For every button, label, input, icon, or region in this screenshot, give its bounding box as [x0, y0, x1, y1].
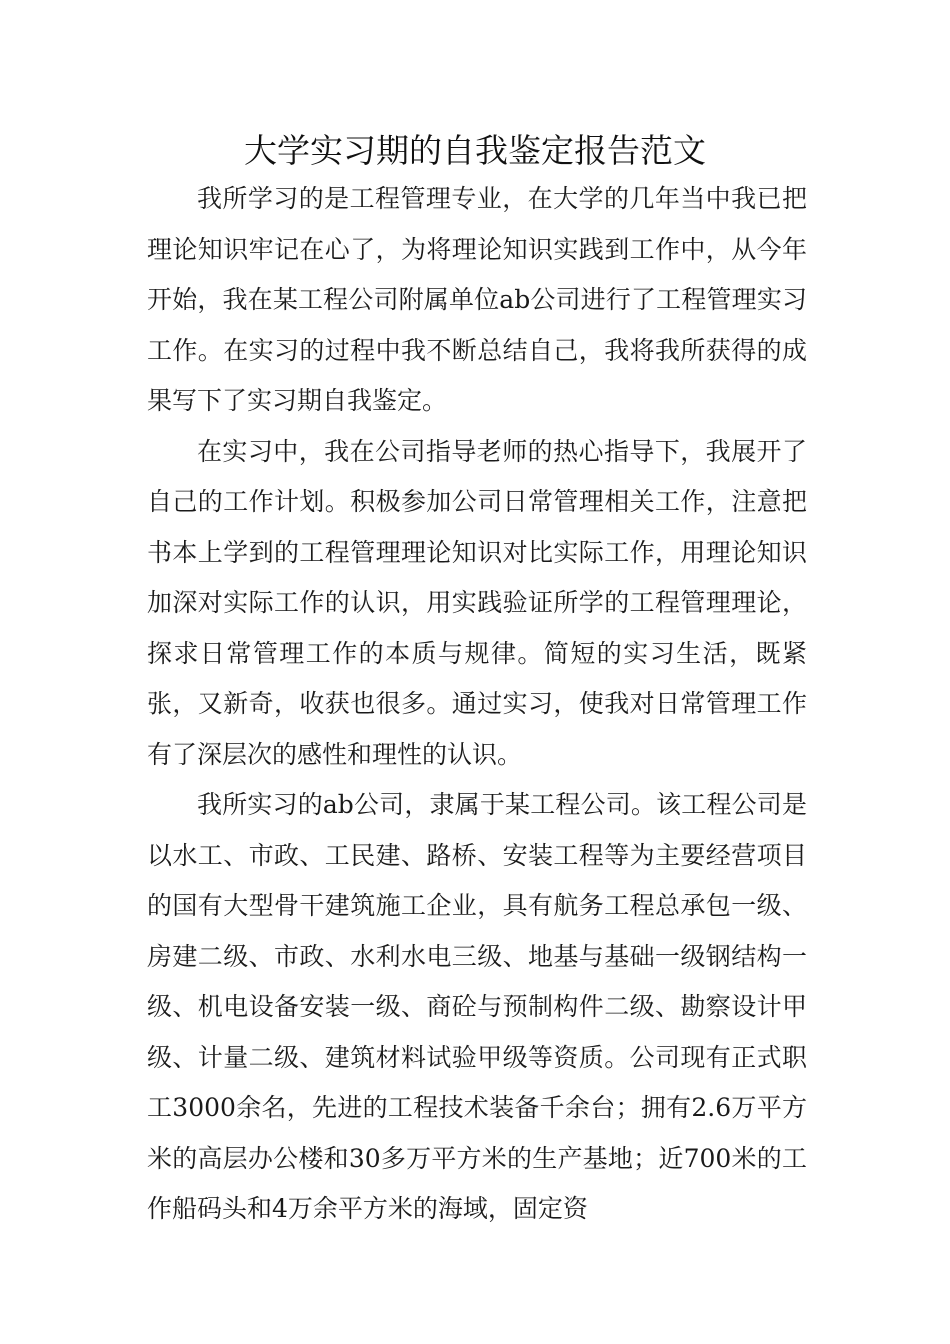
- paragraph-intro: 我所学习的是工程管理专业，在大学的几年当中我已把理论知识牢记在心了，为将理论知识实践到工作中，从今年开始，我在某工程公司附属单位ab公司进行了工程管理实习工作。在实习的过程中我不断总结自己，我将我所获得的成果写下了实习期自我鉴定。: [147, 184, 807, 415]
- paragraph-internship-work: 在实习中，我在公司指导老师的热心指导下，我展开了自己的工作计划。积极参加公司日常管理相关工作，注意把书本上学到的工程管理理论知识对比实际工作，用理论知识加深对实际工作的认识，用实践验证所学的工程管理理论，探求日常管理工作的本质与规律。简短的实习生活，既紧张，又新奇，收获也很多。通过实习，使我对日常管理工作有了深层次的感性和理性的认识。: [147, 436, 807, 769]
- paragraph-company-profile: 我所实习的ab公司，隶属于某工程公司。该工程公司是以水工、市政、工民建、路桥、安装工程等为主要经营项目的国有大型骨干建筑施工企业，具有航务工程总承包一级、房建二级、市政、水利水电三级、地基与基础一级钢结构一级、机电设备安装一级、商砼与预制构件二级、勘察设计甲级、计量二级、建筑材料试验甲级等资质。公司现有正式职工3000余名，先进的工程技术装备千余台；拥有2.6万平方米的高层办公楼和30多万平方米的生产基地；近700米的工作船码头和4万余平方米的海域，固定资: [147, 790, 807, 1223]
- document-title: 大学实习期的自我鉴定报告范文: [244, 131, 706, 170]
- document-body: [147, 174, 807, 1235]
